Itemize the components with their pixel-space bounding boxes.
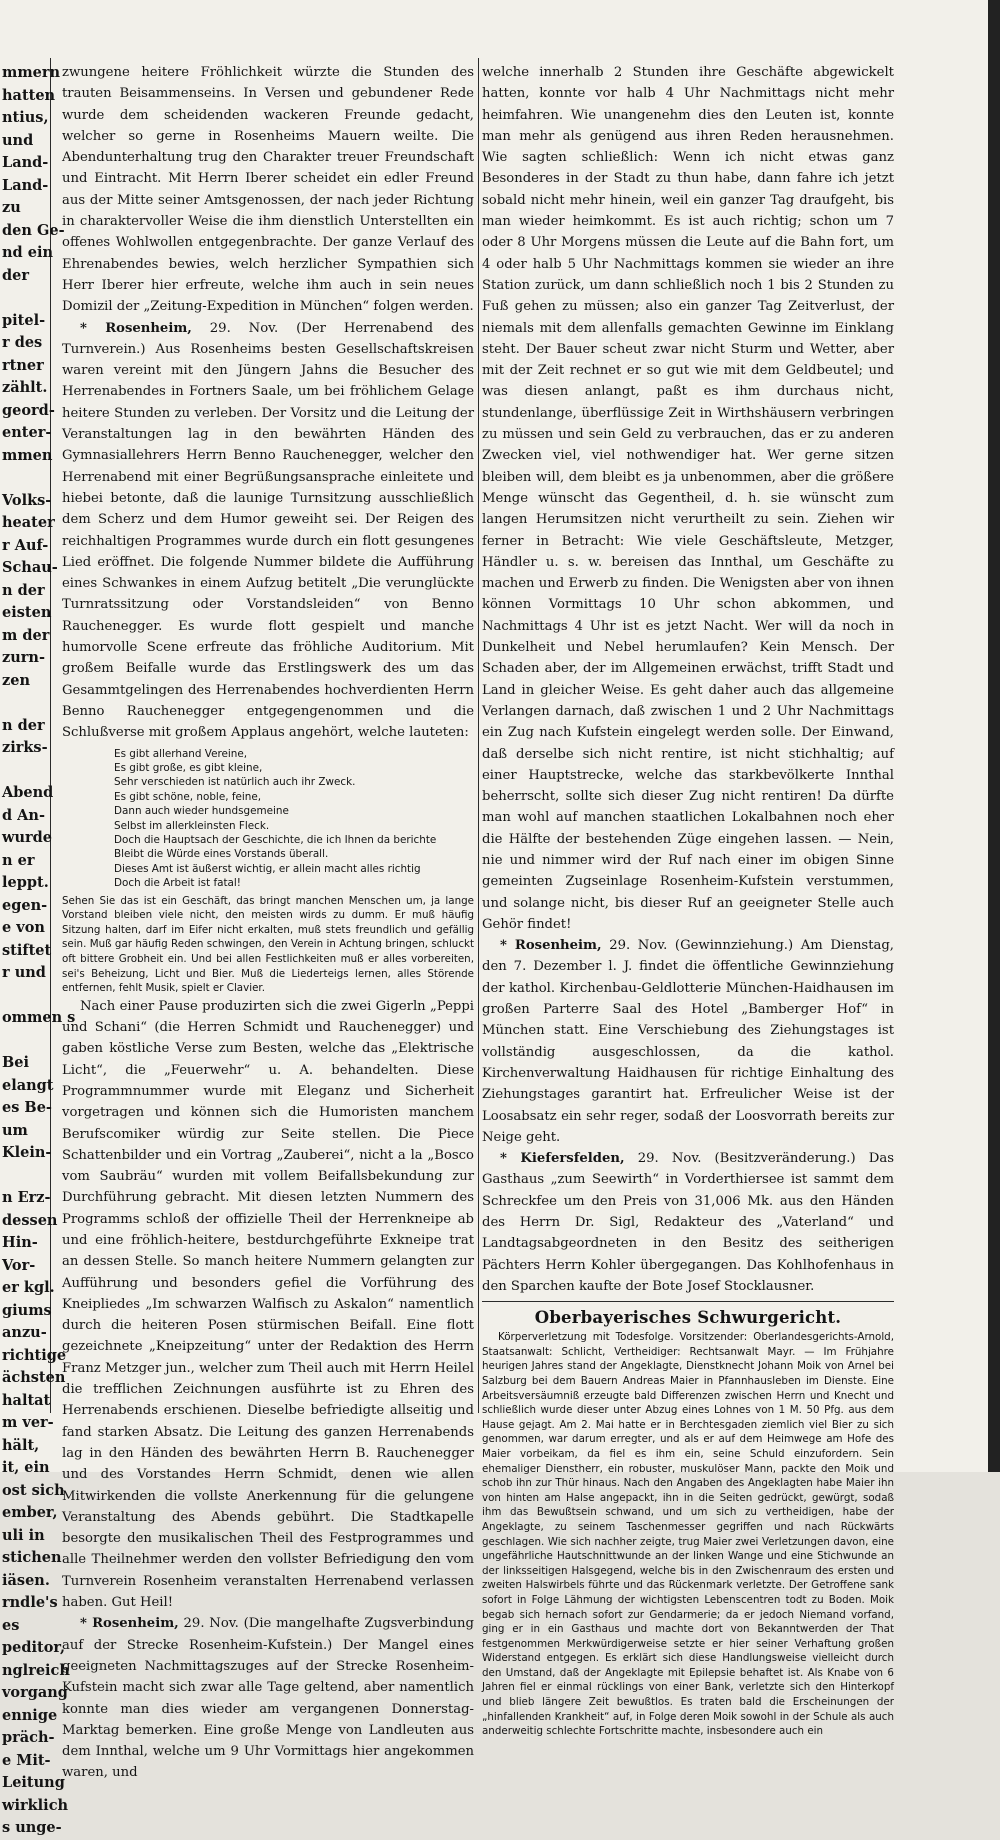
section-divider bbox=[482, 1301, 894, 1302]
article-dateline: * Kiefersfelden, bbox=[500, 1151, 625, 1167]
poem-line: Doch die Arbeit ist fatal! bbox=[114, 877, 241, 890]
fragment-line: m ver- bbox=[2, 1414, 54, 1431]
fragment-line: es bbox=[2, 1616, 20, 1634]
fragment-line: r und bbox=[2, 964, 46, 981]
fragment-line: n er bbox=[2, 851, 35, 869]
fragment-line bbox=[2, 1165, 40, 1188]
article-paragraph bbox=[62, 318, 474, 744]
fragment-line bbox=[2, 692, 40, 715]
fragment-line: leppt. bbox=[2, 874, 49, 891]
fragment-line: nglreich bbox=[2, 1661, 70, 1679]
fragment-line: haltat bbox=[2, 1391, 51, 1409]
column-rule bbox=[478, 58, 479, 1413]
fragment-line: richtige bbox=[2, 1346, 67, 1364]
poem-continuation: Sehen Sie das ist ein Geschäft, das bringt manchen Menschen um, ja lange Vorstand bleiben viele nicht, den meisten wirds zu dumm. Er muß häufig Sitzung halten, darf im Eifer nicht erkalten, muß stets freundlich und gefällig sein. Muß gar häufig Reden schwingen, den Verein in Achtung bringen, schluckt oft bittere Grobheit ein. Und bei allen Festlichkeiten muß er alles vorbereiten, sei's Beheizung, Licht und Bier. Muß die Liederteigs lernen, alles Störende entfernen, fehlt Musik, spielt er Clavier. bbox=[62, 894, 474, 995]
fragment-line: egen- bbox=[2, 896, 48, 914]
fragment-line: iäsen. bbox=[2, 1571, 50, 1589]
fragment-line: m der bbox=[2, 626, 50, 644]
scan-edge bbox=[988, 0, 1000, 1472]
fragment-line bbox=[2, 760, 40, 783]
fragment-line: es Be- bbox=[2, 1099, 52, 1116]
fragment-line: den Ge- bbox=[2, 221, 65, 239]
poem-line: Es gibt große, es gibt kleine, bbox=[114, 761, 263, 774]
fragment-line: geord- bbox=[2, 401, 55, 419]
article-paragraph: Nach einer Pause produzirten sich die zwei Gigerln „Peppi und Schani“ (die Herren Schmidt und Rauchenegger) und gaben köstliche Verse zum Besten, welche das „Elektrische Licht“, die „Feuerwehr“ u. A. behandelten. Diese Programmnummer wurde mit Eleganz und Sicherheit vorgetragen und können sich die Humoristen manchem Berufscomiker würdig zur Seite stellen. Die Piece Schattenbilder und ein Vortrag „Zauberei“, nicht a la „Bosco vom Saubräu“ wurden mit vollem Beifallsbekundung zur Durchführung gebracht. Mit diesen letzten Nummern des Programms schloß der offizielle Theil der Herrenkneipe ab und eine fröhlich-heitere, bestdurchgeführte Exkneipe trat an dessen Stelle. So manch heitere Nummern gelangten zur Aufführung und besonders gefiel die Vorführung des Kneipliedes „Im schwarzen Walfisch zu Askalon“ namentlich durch die heiteren Posen stürmischen Beifall. Eine flott gezeichnete „Kneipzeitung“ unter der Redaktion des Herrn Franz Metzger jun., welcher zum Theil auch mit Herrn Heilel die trefflichen Zeichnungen ausführte ist zu Ehren des Herrenabends erschienen. Dieselbe befriedigte allseitig und fand starken Absatz. Die Leitung des ganzen Herrenabends lag in den Händen des bewährten Herrn B. Rauchenegger und des Vorstandes Herrn Schmidt, denen wie allen Mitwirkenden die vollste Anerkennung für die gelungene Veranstaltung des Abends gebührt. Die Stadtkapelle besorgte den musikalischen Theil des Festprogrammes und alle Theilnehmer werden den vollster Befriedigung den vom Turnverein Rosenheim veranstalten Herrenabend verlassen haben. Gut Heil! bbox=[62, 998, 474, 1611]
fragment-line: stichen bbox=[2, 1549, 62, 1566]
fragment-line: s unge- bbox=[2, 1819, 62, 1836]
fragment-line: er kgl. bbox=[2, 1279, 55, 1296]
article-paragraph: welche innerhalb 2 Stunden ihre Geschäfte abgewickelt hatten, konnte vor halb 4 Uhr Nachmittags nicht mehr heimfahren. Wie unangenehm dies den Leuten ist, konnte man mehr als genügend aus ihren Reden herausnehmen. Wie sagten schließlich: Wenn ich nicht etwas ganz Besonderes in der Stadt zu thun habe, dann fahre ich jetzt sobald nicht mehr hinein, weil ein ganzer Tag draufgeht, bis man wieder heimkommt. Es ist auch richtig; schon um 7 oder 8 Uhr Morgens müssen die Leute auf die Bahn fort, um 4 oder halb 5 Uhr Nachmittags kommen sie wieder an ihre Station zurück, um dann schließlich noch 1 bis 2 Stunden zu Fuß gehen zu müssen; also ein ganzer Tag Zeitverlust, der niemals mit dem allenfalls gemachten Gewinne im Einklang steht. Der Bauer scheut zwar nicht Sturm und Wetter, aber mit der Zeit rechnet er so gut wie mit dem Geldbeutel; und was diesen anlangt, paßt es ihm durchaus nicht, stundenlange, überflüssige Zeit in Wirthshäusern verbringen zu müssen und sein Geld zu verbrauchen, das er zu anderen Zwecken viel, viel nothwendiger hat. Wer gerne sitzen bleiben will, dem bleibt es ja unbenommen, aber die größere Menge wünscht das Gegentheil, d. h. sie wünscht zum langen Herumsitzen nicht verurtheilt zu sein. Ziehen wir ferner in Betracht: Wie viele Geschäftsleute, Metzger, Händler u. s. w. bereisen das Innthal, um Geschäfte zu machen und Erwerb zu finden. Die Wenigsten aber von ihnen können Vormittags 10 Uhr schon abkommen, und Nachmittags 4 Uhr ist es jetzt Nacht. Wer will da noch in Dunkelheit und Nebel herumlaufen? Kein Mensch. Der Schaden aber, der im Allgemeinen erwächst, trifft Stadt und Land in gleicher Weise. Es geht daher auch das allgemeine Verlangen darnach, daß zwischen 1 und 2 Uhr Nachmittags ein Zug nach Kufstein eingelegt werden solle. Der Einwand, daß derselbe sich nicht rentire, ist nicht stichhaltig; auf einer Hauptstrecke, welche das starkbevölkerte Innthal beherrscht, sollte sich dieser Zug nicht rentiren! Da dürfte man wohl auf manchen staatlichen Lokalbahnen noch eher die Hälfte der bestehenden Züge eingehen lassen. — Nein, nie und nimmer wird der Ruf nach einer im obigen Sinne gemeinten Zugseinlage Rosenheim-Kufstein verstummen, und solange nicht, bis dieser Ruf an geeigneter Stelle auch Gehör findet! bbox=[482, 65, 894, 932]
fragment-line: zirks- bbox=[2, 739, 48, 756]
fragment-line: e Mit- bbox=[2, 1751, 51, 1769]
fragment-line: zurn- bbox=[2, 649, 45, 666]
article-paragraph bbox=[482, 1148, 894, 1297]
poem-line: Selbst im allerkleinsten Fleck. bbox=[114, 819, 270, 832]
fragment-line: wirklich bbox=[2, 1796, 69, 1814]
fragment-line: um bbox=[2, 1121, 28, 1139]
poem-line: Dann auch wieder hundsgemeine bbox=[114, 805, 289, 818]
fragment-line: hatten bbox=[2, 86, 56, 104]
fragment-line: ost sich bbox=[2, 1481, 65, 1499]
fragment-line bbox=[2, 1030, 40, 1053]
article-body: 29. Nov. (Die mangelhafte Zugsverbindung auf der Strecke Rosenheim-Kufstein.) Der Mangel eines geeigneten Nachmittagszuges auf der Strecke Rosenheim-Kufstein macht sich zwar alle Tage geltend, aber namentlich konnte man dies wieder am vergangenen Donnerstag-Marktag bemerken. Eine große Menge von Landleuten aus dem Innthal, welche um 9 Uhr Vormittags hier angekommen waren, und bbox=[62, 1616, 474, 1781]
fragment-line: der bbox=[2, 266, 30, 284]
fragment-line: ächsten bbox=[2, 1369, 66, 1386]
fragment-line: ennige bbox=[2, 1706, 58, 1724]
fragment-line: ommen s bbox=[2, 1009, 76, 1026]
fragment-line: vorgang bbox=[2, 1684, 68, 1701]
poem-line: Sehr verschieden ist natürlich auch ihr Zweck. bbox=[114, 776, 356, 789]
fragment-line: Abend bbox=[2, 784, 54, 801]
fragment-line: Land- bbox=[2, 154, 49, 171]
article-dateline: * Rosenheim, bbox=[500, 938, 602, 954]
fragment-line: heater bbox=[2, 514, 55, 531]
fragment-line bbox=[2, 287, 40, 310]
article-body: 29. Nov. (Der Herrenabend des Turnverein.) Aus Rosenheims besten Gesellschaftskreisen waren vereint mit den Jüngern Jahns die Besucher des Herrenabendes in Fortners Saale, um bei fröhlichem Gelage heitere Stunden zu verleben. Der Vorsitz und die Leitung der Veranstaltungen lag in den bewährten Händen des Gymnasiallehrers Herrn Benno Rauchenegger, welcher den Herrenabend mit einer Begrüßungsansprache einleitete und hiebei betonte, daß die launige Turnsitzung ausschließlich dem Scherz und dem Humor geweiht sei. Der Reigen des reichhaltigen Programmes wurde durch ein flott gesungenes Lied eröffnet. Die folgende Nummer bildete die Aufführung eines Schwankes in einem Aufzug betitelt „Die verunglückte Turnratssitzung oder Vorstandsleiden“ von Benno Rauchenegger. Es wurde flott gespielt und manche humorvolle Scene erfreute das fröhliche Auditorium. Mit großem Beifalle wurde das Erstlingswerk des um das Gesammtgelingen des Herrenabendes hochverdienten Herrn Benno Rauchenegger entgegengenommen und die Schlußverse mit großem Applaus angehört, welche lauteten: bbox=[62, 320, 474, 741]
fragment-line: pitel- bbox=[2, 311, 46, 329]
article-body: 29. Nov. (Gewinnziehung.) Am Dienstag, den 7. Dezember l. J. findet die öffentliche Gewinnziehung der kathol. Kirchenbau-Geldlotterie München-Haidhausen im großen Parterre Saal des Hotel „Bamberger Hof“ in München statt. Eine Verschiebung des Ziehungstages ist vollständig ausgeschlossen, da die kathol. Kirchenverwaltung Haidhausen für richtige Einhaltung des Ziehungstages garantirt hat. Erfreulicher Weise ist der Loosabsatz ein sehr reger, sodaß der Loosvorrath bereits zur Neige geht. bbox=[482, 938, 894, 1145]
article-dateline: * Rosenheim, bbox=[80, 320, 192, 336]
fragment-line: n der bbox=[2, 716, 45, 734]
section-heading: Oberbayerisches Schwurgericht. bbox=[534, 1308, 842, 1328]
fragment-line: Land- bbox=[2, 176, 49, 194]
fragment-line: stiftet bbox=[2, 941, 52, 959]
fragment-line: Leitung bbox=[2, 1774, 65, 1791]
fragment-line: Klein- bbox=[2, 1144, 52, 1161]
article-paragraph bbox=[482, 935, 894, 1148]
poem-line: Dieses Amt ist äußerst wichtig, er allein macht alles richtig bbox=[114, 862, 421, 875]
fragment-line: giums bbox=[2, 1301, 52, 1319]
left-column-fragment bbox=[2, 62, 76, 1836]
fragment-line: präch- bbox=[2, 1729, 55, 1746]
fragment-line: eisten bbox=[2, 604, 52, 621]
article-paragraph bbox=[62, 1613, 474, 1783]
fragment-line: zu bbox=[2, 199, 21, 216]
fragment-line: e von bbox=[2, 919, 45, 936]
fragment-line: d An- bbox=[2, 806, 45, 824]
fragment-line bbox=[2, 985, 40, 1008]
fragment-line: peditor, bbox=[2, 1639, 66, 1656]
fragment-line: mmern bbox=[2, 64, 61, 81]
fragment-line: hält, bbox=[2, 1436, 40, 1454]
fragment-line: uli in bbox=[2, 1526, 45, 1544]
poem-line: Bleibt die Würde eines Vorstands überall. bbox=[114, 848, 329, 861]
column-right bbox=[482, 62, 894, 1738]
column-rule bbox=[50, 58, 51, 1413]
fragment-line: ntius, bbox=[2, 109, 49, 126]
poem-verses bbox=[114, 747, 474, 891]
court-report: Körperverletzung mit Todesfolge. Vorsitzender: Oberlandesgerichts-Arnold, Staatsanwalt: Schlicht, Vertheidiger: Rechtsanwalt Mayr. — Im Frühjahre heurigen Jahres stand der Angeklagte, Dienstknecht Johann Moik von Arnel bei Salzburg bei dem Bauern Andreas Maier in Pfannhausleben im Dienste. Eine Arbeitsversäumniß erzeugte bald Differenzen zwischen Herrn und Knecht und schließlich wurde dieser unter Abzug eines Lohnes von 1 M. 50 Pfg. aus dem Hause gejagt. Am 2. Mai hatte er in Berchtesgaden ziemlich viel Bier zu sich genommen, war darum erregter, und als er auf dem Heimwege am Hofe des Maier vorbeikam, da fiel es ihm ein, seine Schuld einzufordern. Sein ehemaliger Dienstherr, ein robuster, muskulöser Mann, packte den Moik und schob ihn zur Thür hinaus. Nach den Angaben des Angeklagten habe Maier ihn von hinten am Halse angepackt, ihn in die Seiten gedrückt, gewürgt, sodaß ihm das Bewußtsein schwand, und um sich zu vertheidigen, habe der Angeklagte, zu seinem Taschenmesser gegriffen und nach Rückwärts geschlagen. Wie sich nachher zeigte, trug Maier zwei Verletzungen davon, eine ungefährliche Hautschnittwunde an der linken Wange und eine Stichwunde an der linksseitigen Halsgegend, welche bis in den Zwischenraum des ersten und zweiten Halswirbels führte und das Rückenmark verletzte. Der Getroffene sank sofort in Folge Lähmung der wichtigsten Lebenscentren todt zu Boden. Moik begab sich hernach sofort zur Gendarmerie; da er jedoch Niemand vorfand, ging er in ein Gasthaus und machte dort von Bekanntwerden der That festgenommen Merkwürdigerweise setzte er hier seiner Verhaftung großen Widerstand entgegen. Es erklärt sich diese Handlungsweise vielleicht durch den Umstand, daß der Angeklagte mit Epilepsie behaftet ist. Als Knabe von 6 Jahren fiel er einmal rücklings von einer Bank, verletzte sich den Hinterkopf und blieb längere Zeit bewußtlos. Es traten bald die Erscheinungen der „hinfallenden Krankheit“ auf, in Folge deren Moik sowohl in der Schule als auch anderweitig schlechte Fortschritte machte, insbesondere auch ein bbox=[482, 1331, 894, 1738]
fragment-line bbox=[2, 467, 40, 490]
fragment-line: mmen bbox=[2, 446, 53, 464]
fragment-line: r Auf- bbox=[2, 536, 49, 554]
fragment-line: Bei bbox=[2, 1054, 29, 1071]
fragment-line: Volks- bbox=[2, 491, 52, 509]
fragment-line: elangt bbox=[2, 1076, 54, 1094]
poem-line: Doch die Hauptsach der Geschichte, die ich Ihnen da berichte bbox=[114, 833, 437, 846]
article-dateline: * Rosenheim, bbox=[80, 1616, 179, 1632]
fragment-line: Hin- bbox=[2, 1234, 38, 1251]
fragment-line: it, ein bbox=[2, 1459, 50, 1476]
poem-line: Es gibt schöne, noble, feine, bbox=[114, 790, 262, 803]
fragment-line: r des bbox=[2, 334, 43, 351]
poem-line: Es gibt allerhand Vereine, bbox=[114, 747, 248, 760]
article-body: 29. Nov. (Besitzveränderung.) Das Gasthaus „zum Seewirth“ in Vorderthiersee ist sammt dem Schreckfee um den Preis von 31,006 Mk. aus den Händen des Herrn Dr. Sigl, Redakteur des „Vaterland“ und Landtagsabgeordneten in den Besitz des seitherigen Pächters Herrn Kohler übergegangen. Das Kohlhofenhaus in den Sparchen kaufte der Bote Josef Stocklausner. bbox=[482, 1151, 894, 1294]
fragment-line: ember, bbox=[2, 1504, 58, 1521]
fragment-line: wurde bbox=[2, 829, 53, 846]
fragment-line: Vor- bbox=[2, 1256, 36, 1274]
fragment-line: und bbox=[2, 131, 34, 149]
fragment-line: n der bbox=[2, 581, 45, 599]
fragment-line: Schau- bbox=[2, 559, 58, 576]
fragment-line: enter- bbox=[2, 424, 52, 441]
fragment-line: nd ein bbox=[2, 244, 54, 261]
fragment-line: anzu- bbox=[2, 1324, 47, 1341]
fragment-line: rtner bbox=[2, 356, 44, 374]
fragment-line: n Erz- bbox=[2, 1189, 51, 1206]
article-paragraph: zwungene heitere Fröhlichkeit würzte die Stunden des trauten Beisammenseins. In Versen und gebundener Rede wurde dem scheidenden wackeren Freunde gedacht, welcher so gerne in Rosenheims Mauern weilte. Die Abendunterhaltung trug den Charakter treuer Freundschaft und Eintracht. Mit Herrn Iberer scheidet ein edler Freund aus der Mitte seiner Amtsgenossen, der nach jeder Richtung in charaktervoller Weise die ihm dienstlich Unterstellten ein offenes Wohlwollen entgegenbrachte. Der ganze Verlauf des Ehrenabendes bewies, welch herzlicher Sympathien sich Herr Iberer hier erfreute, welche ihm auch in sein neues Domizil der „Zeitung-Expedition in München“ folgen werden. bbox=[62, 65, 474, 315]
column-middle bbox=[62, 62, 474, 1781]
fragment-line: zen bbox=[2, 671, 31, 689]
fragment-line: zählt. bbox=[2, 379, 48, 396]
fragment-line: dessen bbox=[2, 1211, 58, 1229]
fragment-line: rndle's bbox=[2, 1594, 58, 1611]
